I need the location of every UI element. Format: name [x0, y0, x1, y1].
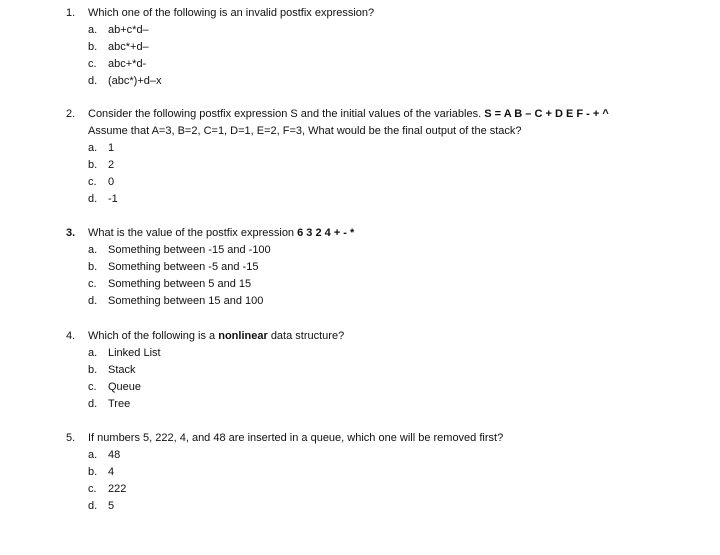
option-letter: a. — [88, 449, 98, 461]
question-4-text: Which of the following is a — [88, 330, 216, 342]
option-3c — [88, 276, 706, 293]
option-text: Queue — [108, 381, 142, 393]
question-3-number: 3. — [66, 227, 76, 239]
option-4b — [88, 362, 706, 379]
option-text: 48 — [108, 449, 121, 461]
option-text: 222 — [108, 483, 127, 495]
question-2-line — [66, 106, 706, 123]
option-3d — [88, 293, 706, 310]
question-2-options — [66, 140, 706, 208]
option-4a — [88, 345, 706, 362]
question-5-options — [66, 447, 706, 515]
option-letter: b. — [88, 466, 98, 478]
option-4d — [88, 396, 706, 413]
option-letter: a. — [88, 142, 98, 154]
option-text: 1 — [108, 142, 115, 154]
option-text: Something between -5 and -15 — [108, 261, 259, 273]
question-4-text-suffix: data structure? — [270, 330, 345, 342]
option-letter: c. — [88, 483, 97, 495]
question-1-options — [66, 22, 706, 90]
option-letter: d. — [88, 193, 98, 205]
option-text: 2 — [108, 159, 115, 171]
question-2 — [66, 106, 706, 208]
option-5a — [88, 447, 706, 464]
option-2d — [88, 191, 706, 208]
option-text: (abc*)+d–x — [108, 75, 162, 87]
option-text: -1 — [108, 193, 118, 205]
option-1a — [88, 22, 706, 39]
option-4c — [88, 379, 706, 396]
option-letter: c. — [88, 278, 97, 290]
question-2-line-2 — [66, 123, 706, 140]
option-1d — [88, 73, 706, 90]
question-4-number: 4. — [66, 330, 76, 342]
question-3-expression: 6 3 2 4 + - * — [297, 227, 355, 239]
option-text: Linked List — [108, 347, 161, 359]
option-letter: a. — [88, 347, 98, 359]
question-5-number: 5. — [66, 432, 76, 444]
option-text: 4 — [108, 466, 115, 478]
option-2b — [88, 157, 706, 174]
option-text: Something between 15 and 100 — [108, 295, 264, 307]
option-text: Something between 5 and 15 — [108, 278, 252, 290]
option-letter: b. — [88, 364, 98, 376]
option-letter: b. — [88, 41, 98, 53]
option-letter: d. — [88, 295, 98, 307]
option-letter: a. — [88, 24, 98, 36]
question-5-text: If numbers 5, 222, 4, and 48 are inserted in a queue, which one will be removed first? — [88, 432, 504, 444]
option-1b — [88, 39, 706, 56]
question-1-text: Which one of the following is an invalid postfix expression? — [88, 7, 375, 19]
option-5b — [88, 464, 706, 481]
question-1 — [66, 5, 706, 90]
option-3b — [88, 259, 706, 276]
question-3-options — [66, 242, 706, 310]
question-4 — [66, 328, 706, 413]
option-letter: a. — [88, 244, 98, 256]
option-letter: d. — [88, 398, 98, 410]
question-5-line — [66, 430, 706, 447]
question-2-text: Consider the following postfix expression S and the initial values of the variables. — [88, 108, 482, 120]
question-5 — [66, 430, 706, 515]
option-letter: d. — [88, 500, 98, 512]
question-4-line — [66, 328, 706, 345]
option-text: Tree — [108, 398, 131, 410]
option-letter: c. — [88, 176, 97, 188]
option-text: ab+c*d– — [108, 24, 149, 36]
option-2c — [88, 174, 706, 191]
question-1-line — [66, 5, 706, 22]
option-letter: b. — [88, 261, 98, 273]
option-text: 5 — [108, 500, 115, 512]
question-2-expression: S = A B – C + D E F - + ^ — [484, 108, 609, 120]
option-letter: c. — [88, 58, 97, 70]
option-text: abc*+d– — [108, 41, 149, 53]
question-1-number: 1. — [66, 7, 76, 19]
question-2-text-2: Assume that A=3, B=2, C=1, D=1, E=2, F=3, What would be the final output of the stack? — [88, 125, 522, 137]
option-3a — [88, 242, 706, 259]
option-text: 0 — [108, 176, 115, 188]
question-4-options — [66, 345, 706, 413]
option-text: abc+*d- — [108, 58, 147, 70]
option-letter: d. — [88, 75, 98, 87]
option-letter: b. — [88, 159, 98, 171]
option-5d — [88, 498, 706, 515]
option-text: Something between -15 and -100 — [108, 244, 271, 256]
option-letter: c. — [88, 381, 97, 393]
option-1c — [88, 56, 706, 73]
question-4-keyword: nonlinear — [218, 330, 268, 342]
question-3-line — [66, 225, 706, 242]
question-3 — [66, 225, 706, 310]
option-text: Stack — [108, 364, 136, 376]
question-3-text: What is the value of the postfix expression — [88, 227, 295, 239]
option-5c — [88, 481, 706, 498]
option-2a — [88, 140, 706, 157]
question-2-number: 2. — [66, 108, 76, 120]
